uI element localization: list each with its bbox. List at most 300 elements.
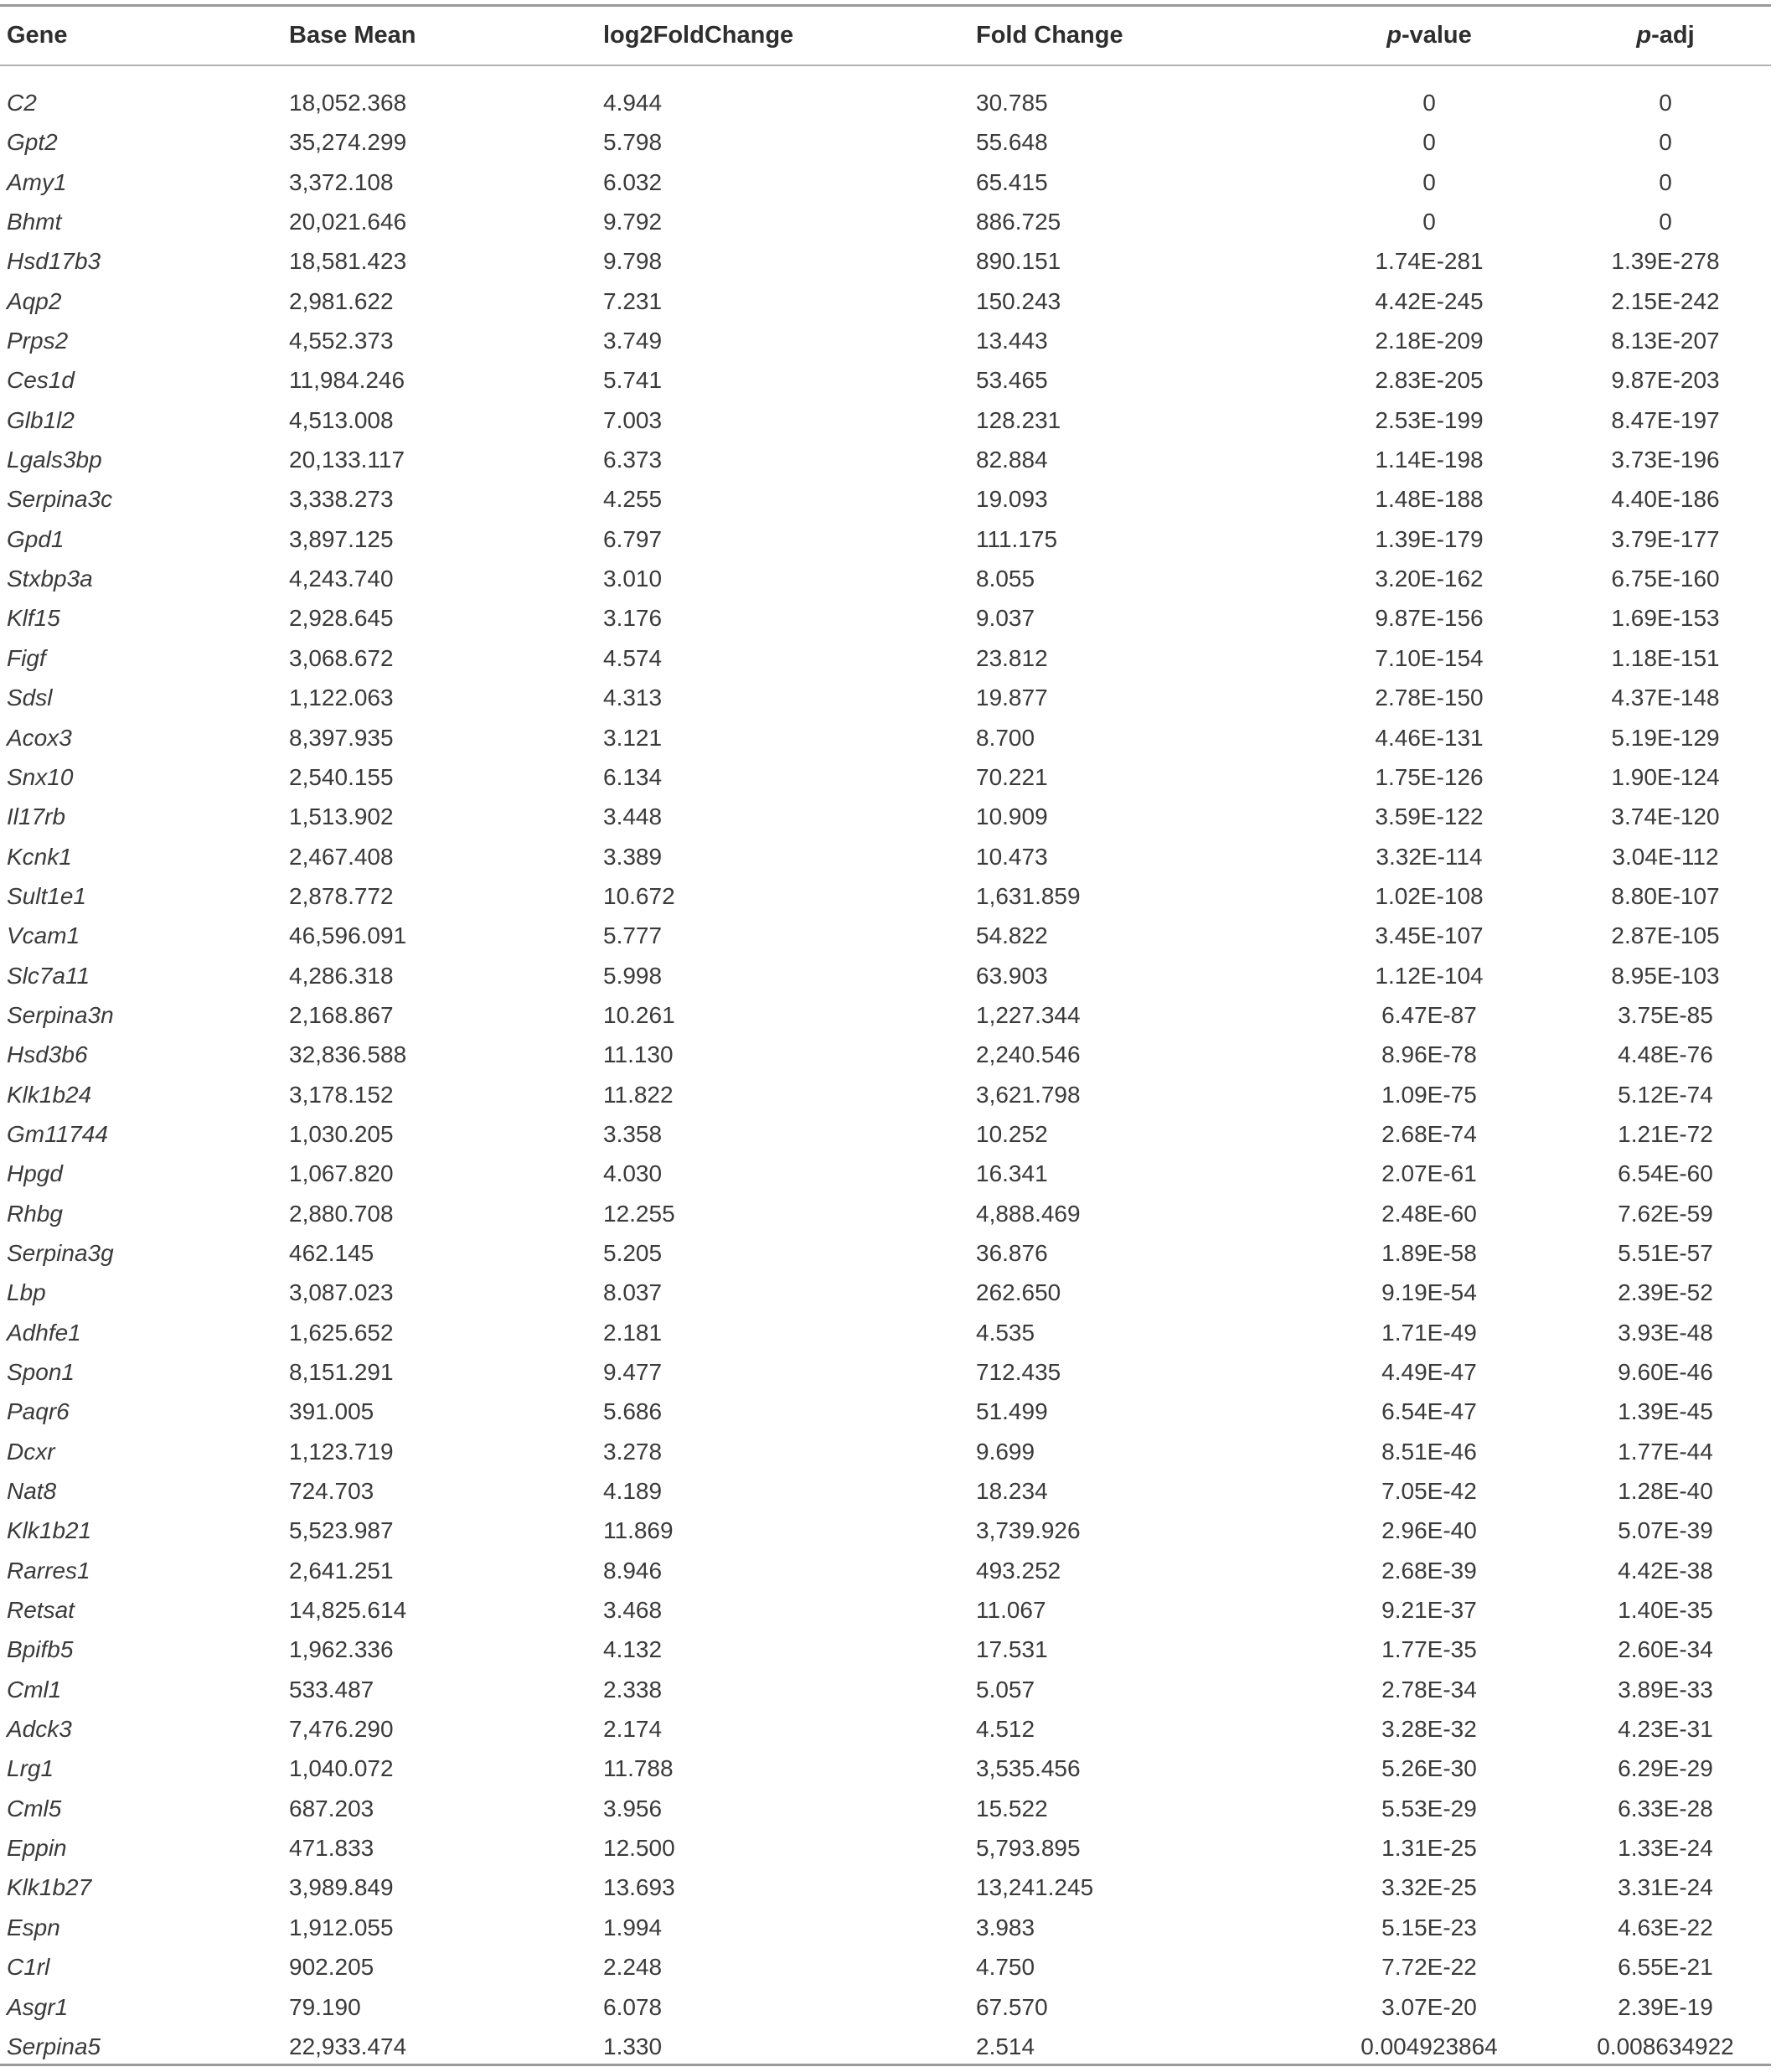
cell-p-value: 1.71E-49 [1381, 1319, 1477, 1346]
cell-base-mean: 1,030.205 [289, 1120, 394, 1147]
cell-fold-change: 2,240.546 [976, 1041, 1081, 1068]
cell-p-adj: 0 [1659, 209, 1672, 235]
cell-log2-fold-change: 4.944 [603, 90, 663, 116]
table-row [0, 638, 1771, 678]
gene-expression-table [0, 7, 1771, 2066]
cell-base-mean: 724.703 [289, 1478, 374, 1505]
cell-p-adj: 5.51E-57 [1618, 1239, 1713, 1266]
table-row [0, 321, 1771, 360]
cell-p-value: 1.14E-198 [1375, 447, 1484, 473]
cell-log2-fold-change: 11.822 [603, 1081, 674, 1108]
cell-fold-change: 11.067 [976, 1597, 1046, 1624]
cell-p-value: 0 [1422, 168, 1436, 195]
cell-p-adj: 1.28E-40 [1618, 1478, 1713, 1505]
cell-p-adj: 1.39E-45 [1618, 1398, 1713, 1425]
cell-p-value: 3.32E-114 [1376, 843, 1483, 870]
cell-p-adj: 1.21E-72 [1618, 1120, 1713, 1147]
cell-gene: Serpina3g [7, 1239, 114, 1266]
cell-base-mean: 20,133.117 [289, 447, 405, 473]
cell-base-mean: 20,021.646 [289, 209, 407, 235]
table-row [0, 1551, 1771, 1590]
cell-p-adj: 3.31E-24 [1618, 1874, 1713, 1901]
cell-base-mean: 35,274.299 [289, 129, 407, 156]
cell-log2-fold-change: 6.373 [603, 447, 663, 473]
cell-fold-change: 82.884 [976, 447, 1048, 473]
cell-base-mean: 8,151.291 [289, 1359, 394, 1385]
cell-fold-change: 17.531 [976, 1636, 1048, 1663]
cell-gene: Hpgd [7, 1160, 63, 1187]
cell-fold-change: 70.221 [976, 763, 1048, 790]
cell-p-value: 1.77E-35 [1381, 1636, 1477, 1663]
cell-base-mean: 4,552.373 [289, 328, 394, 354]
table-row [0, 1709, 1771, 1749]
cell-gene: Gm11744 [7, 1120, 108, 1147]
cell-gene: Rhbg [7, 1200, 63, 1227]
table-row [0, 1670, 1771, 1709]
cell-gene: Nat8 [7, 1478, 57, 1505]
cell-log2-fold-change: 3.121 [603, 724, 663, 751]
table-row [0, 956, 1771, 995]
cell-log2-fold-change: 6.134 [603, 763, 663, 790]
cell-fold-change: 1,227.344 [976, 1001, 1081, 1028]
cell-p-adj: 3.79E-177 [1611, 525, 1720, 552]
table-body [0, 65, 1771, 2066]
cell-gene: Bhmt [7, 209, 62, 235]
cell-gene: Ces1d [7, 367, 75, 394]
table-row [0, 876, 1771, 916]
cell-log2-fold-change: 12.500 [603, 1835, 675, 1862]
cell-p-value: 2.68E-39 [1381, 1557, 1477, 1584]
cell-base-mean: 1,625.652 [289, 1319, 394, 1346]
cell-log2-fold-change: 5.777 [603, 922, 663, 949]
table-row [0, 559, 1771, 598]
table-row [0, 479, 1771, 519]
cell-log2-fold-change: 3.176 [603, 605, 663, 632]
cell-base-mean: 5,523.987 [289, 1517, 394, 1544]
cell-base-mean: 1,123.719 [289, 1438, 394, 1465]
cell-p-value: 1.75E-126 [1375, 763, 1484, 790]
cell-fold-change: 3,621.798 [976, 1081, 1081, 1108]
table-row [0, 718, 1771, 757]
cell-base-mean: 22,933.474 [289, 2033, 407, 2059]
cell-gene: Figf [7, 644, 46, 671]
table-row [0, 678, 1771, 717]
cell-p-value: 1.02E-108 [1375, 882, 1484, 909]
table-row [0, 1352, 1771, 1392]
cell-gene: Serpina5 [7, 2033, 101, 2059]
cell-gene: Bpifb5 [7, 1636, 74, 1663]
cell-fold-change: 493.252 [976, 1557, 1061, 1584]
cell-base-mean: 3,989.849 [289, 1874, 394, 1901]
cell-fold-change: 886.725 [976, 209, 1061, 235]
cell-fold-change: 15.522 [976, 1795, 1048, 1821]
cell-p-adj: 4.37E-148 [1611, 685, 1720, 711]
cell-gene: Klf15 [7, 605, 60, 632]
cell-base-mean: 2,467.408 [289, 843, 394, 870]
cell-gene: Lbp [7, 1279, 46, 1306]
header-fold-change: Fold Change [976, 22, 1123, 49]
cell-base-mean: 2,880.708 [289, 1200, 394, 1227]
cell-gene: Acox3 [7, 724, 72, 751]
cell-log2-fold-change: 4.574 [603, 644, 663, 671]
cell-p-value: 2.48E-60 [1381, 1200, 1477, 1227]
table-row [0, 1114, 1771, 1154]
cell-p-adj: 8.13E-207 [1611, 328, 1720, 354]
cell-gene: Aqp2 [7, 287, 62, 314]
cell-p-adj: 4.23E-31 [1618, 1716, 1713, 1743]
cell-gene: Paqr6 [7, 1398, 70, 1425]
cell-log2-fold-change: 3.956 [603, 1795, 663, 1821]
cell-fold-change: 30.785 [976, 90, 1048, 116]
cell-fold-change: 16.341 [976, 1160, 1048, 1187]
cell-gene: Adhfe1 [7, 1319, 81, 1346]
cell-fold-change: 150.243 [976, 287, 1061, 314]
table-row [0, 440, 1771, 479]
table-row [0, 1868, 1771, 1907]
table-row [0, 1194, 1771, 1233]
cell-p-adj: 4.48E-76 [1618, 1041, 1713, 1068]
cell-fold-change: 10.252 [976, 1120, 1048, 1147]
cell-gene: Snx10 [7, 763, 74, 790]
cell-gene: Serpina3n [7, 1001, 114, 1028]
cell-p-value: 1.74E-281 [1375, 248, 1484, 275]
table-row [0, 241, 1771, 281]
cell-p-adj: 1.40E-35 [1618, 1597, 1713, 1624]
cell-p-value: 9.19E-54 [1381, 1279, 1477, 1306]
cell-base-mean: 46,596.091 [289, 922, 407, 949]
cell-base-mean: 902.205 [289, 1954, 374, 1981]
cell-base-mean: 3,178.152 [289, 1081, 394, 1108]
cell-p-value: 1.48E-188 [1375, 486, 1484, 513]
cell-p-adj: 1.33E-24 [1618, 1835, 1713, 1862]
cell-p-value: 8.96E-78 [1381, 1041, 1477, 1068]
cell-p-value: 2.78E-34 [1381, 1676, 1477, 1703]
cell-log2-fold-change: 4.030 [603, 1160, 663, 1187]
cell-p-value: 2.07E-61 [1381, 1160, 1477, 1187]
cell-gene: Cml5 [7, 1795, 62, 1821]
cell-p-adj: 0 [1659, 129, 1672, 156]
header-p-adj-italic: p [1636, 22, 1652, 49]
cell-gene: Vcam1 [7, 922, 80, 949]
table-row [0, 1789, 1771, 1828]
cell-log2-fold-change: 7.003 [603, 406, 663, 433]
cell-fold-change: 9.037 [976, 605, 1035, 632]
cell-fold-change: 51.499 [976, 1398, 1048, 1425]
cell-p-adj: 2.15E-242 [1611, 287, 1720, 314]
cell-p-adj: 8.47E-197 [1611, 406, 1720, 433]
table-row [0, 1749, 1771, 1788]
header-p-value-italic: p [1386, 22, 1402, 49]
cell-fold-change: 3,535.456 [976, 1755, 1081, 1782]
cell-base-mean: 18,581.423 [289, 248, 407, 275]
table-row [0, 1630, 1771, 1669]
cell-p-adj: 4.42E-38 [1618, 1557, 1713, 1584]
cell-p-adj: 1.77E-44 [1618, 1438, 1713, 1465]
cell-fold-change: 8.055 [976, 566, 1035, 592]
cell-p-adj: 1.18E-151 [1611, 644, 1720, 671]
cell-p-adj: 2.87E-105 [1611, 922, 1720, 949]
cell-gene: Stxbp3a [7, 566, 93, 592]
cell-p-value: 4.46E-131 [1375, 724, 1484, 751]
cell-base-mean: 3,338.273 [289, 486, 394, 513]
cell-log2-fold-change: 6.032 [603, 168, 663, 195]
cell-gene: Gpd1 [7, 525, 65, 552]
cell-p-adj: 6.75E-160 [1611, 566, 1720, 592]
cell-p-value: 3.32E-25 [1381, 1874, 1477, 1901]
cell-p-adj: 0.008634922 [1597, 2033, 1734, 2059]
cell-p-value: 1.12E-104 [1375, 962, 1484, 989]
cell-log2-fold-change: 4.189 [603, 1478, 663, 1505]
table-row [0, 1233, 1771, 1273]
cell-p-adj: 5.19E-129 [1611, 724, 1720, 751]
table-row [0, 1590, 1771, 1630]
table-row [0, 2027, 1771, 2066]
cell-gene: Cml1 [7, 1676, 62, 1703]
cell-fold-change: 65.415 [976, 168, 1048, 195]
table-header [0, 7, 1771, 65]
cell-gene: Spon1 [7, 1359, 75, 1385]
cell-gene: Slc7a11 [7, 962, 90, 989]
table-row [0, 1908, 1771, 1947]
cell-log2-fold-change: 11.788 [603, 1755, 674, 1782]
cell-base-mean: 391.005 [289, 1398, 374, 1425]
cell-p-value: 3.45E-107 [1375, 922, 1484, 949]
cell-p-value: 6.54E-47 [1381, 1398, 1477, 1425]
cell-p-value: 3.59E-122 [1375, 803, 1484, 830]
cell-log2-fold-change: 6.797 [603, 525, 663, 552]
table-row [0, 1273, 1771, 1312]
table-row [0, 1154, 1771, 1193]
header-p-value-rest: -value [1401, 22, 1472, 49]
cell-gene: Serpina3c [7, 486, 113, 513]
cell-p-value: 2.18E-209 [1375, 328, 1484, 354]
cell-gene: Amy1 [7, 168, 67, 195]
cell-gene: Asgr1 [7, 1993, 69, 2020]
cell-p-value: 1.09E-75 [1381, 1081, 1477, 1108]
cell-fold-change: 36.876 [976, 1239, 1048, 1266]
cell-fold-change: 111.175 [976, 525, 1058, 552]
cell-gene: Lgals3bp [7, 447, 102, 473]
cell-fold-change: 13,241.245 [976, 1874, 1094, 1901]
cell-fold-change: 10.909 [976, 803, 1048, 830]
cell-p-value: 1.31E-25 [1381, 1835, 1477, 1862]
table-row [0, 1035, 1771, 1074]
cell-p-adj: 1.90E-124 [1611, 763, 1720, 790]
cell-fold-change: 4.535 [976, 1319, 1035, 1346]
cell-log2-fold-change: 2.338 [603, 1676, 663, 1703]
cell-fold-change: 54.822 [976, 922, 1048, 949]
cell-p-value: 2.96E-40 [1381, 1517, 1477, 1544]
cell-log2-fold-change: 13.693 [603, 1874, 675, 1901]
cell-gene: Dcxr [7, 1438, 55, 1465]
cell-gene: Lrg1 [7, 1755, 54, 1782]
cell-p-value: 5.26E-30 [1381, 1755, 1477, 1782]
cell-fold-change: 3,739.926 [976, 1517, 1081, 1544]
cell-log2-fold-change: 11.869 [603, 1517, 674, 1544]
cell-log2-fold-change: 10.261 [603, 1001, 675, 1028]
cell-base-mean: 3,068.672 [289, 644, 394, 671]
cell-p-adj: 8.80E-107 [1611, 882, 1720, 909]
cell-p-adj: 7.62E-59 [1618, 1200, 1713, 1227]
cell-p-adj: 6.29E-29 [1618, 1755, 1713, 1782]
header-row [0, 7, 1771, 65]
header-p-value [1298, 7, 1560, 65]
cell-p-adj: 6.33E-28 [1618, 1795, 1713, 1821]
cell-p-value: 6.47E-87 [1381, 1001, 1477, 1028]
table-row [0, 1432, 1771, 1471]
cell-fold-change: 23.812 [976, 644, 1048, 671]
cell-base-mean: 4,243.740 [289, 566, 394, 592]
table-row [0, 1313, 1771, 1352]
cell-fold-change: 1,631.859 [976, 882, 1081, 909]
cell-base-mean: 14,825.614 [289, 1597, 407, 1624]
table-row [0, 1511, 1771, 1550]
cell-gene: Hsd17b3 [7, 248, 101, 275]
cell-log2-fold-change: 11.130 [603, 1041, 674, 1068]
cell-p-value: 0 [1422, 129, 1436, 156]
cell-base-mean: 533.487 [289, 1676, 374, 1703]
cell-log2-fold-change: 5.998 [603, 962, 663, 989]
cell-p-adj: 3.73E-196 [1611, 447, 1720, 473]
table-row [0, 1075, 1771, 1114]
table-row [0, 1987, 1771, 2027]
cell-p-value: 5.53E-29 [1381, 1795, 1477, 1821]
cell-p-adj: 0 [1659, 90, 1672, 116]
cell-p-value: 1.39E-179 [1375, 525, 1484, 552]
cell-p-adj: 6.55E-21 [1618, 1954, 1713, 1981]
cell-gene: C2 [7, 90, 37, 116]
cell-log2-fold-change: 2.248 [603, 1954, 663, 1981]
cell-fold-change: 8.700 [976, 724, 1035, 751]
table-row [0, 1471, 1771, 1511]
cell-base-mean: 11,984.246 [289, 367, 405, 394]
cell-log2-fold-change: 5.741 [603, 367, 663, 394]
cell-base-mean: 1,912.055 [289, 1914, 394, 1940]
header-base-mean: Base Mean [289, 22, 416, 49]
table-row [0, 837, 1771, 876]
cell-gene: Sdsl [7, 685, 53, 711]
cell-gene: Klk1b21 [7, 1517, 92, 1544]
cell-gene: Klk1b24 [7, 1081, 92, 1108]
cell-base-mean: 18,052.368 [289, 90, 407, 116]
cell-fold-change: 19.877 [976, 685, 1048, 711]
table-row [0, 202, 1771, 241]
cell-log2-fold-change: 8.946 [603, 1557, 663, 1584]
cell-p-adj: 2.39E-19 [1618, 1993, 1713, 2020]
table-row [0, 797, 1771, 836]
cell-gene: Prps2 [7, 328, 69, 354]
cell-p-value: 7.05E-42 [1381, 1478, 1477, 1505]
cell-base-mean: 1,513.902 [289, 803, 394, 830]
cell-gene: Retsat [7, 1597, 75, 1624]
cell-fold-change: 4,888.469 [976, 1200, 1081, 1227]
cell-log2-fold-change: 6.078 [603, 1993, 663, 2020]
cell-gene: Gpt2 [7, 129, 58, 156]
cell-p-value: 3.28E-32 [1381, 1716, 1477, 1743]
header-p-adj [1560, 7, 1771, 65]
cell-p-adj: 3.89E-33 [1618, 1676, 1713, 1703]
cell-p-value: 7.72E-22 [1381, 1954, 1477, 1981]
cell-fold-change: 3.983 [976, 1914, 1035, 1940]
table-row [0, 282, 1771, 321]
cell-p-adj: 0 [1659, 168, 1672, 195]
cell-log2-fold-change: 12.255 [603, 1200, 675, 1227]
cell-p-value: 5.15E-23 [1381, 1914, 1477, 1940]
cell-p-value: 3.07E-20 [1381, 1993, 1477, 2020]
cell-p-adj: 3.04E-112 [1612, 843, 1719, 870]
cell-p-adj: 8.95E-103 [1611, 962, 1720, 989]
cell-gene: Rarres1 [7, 1557, 90, 1584]
cell-gene: Eppin [7, 1835, 67, 1862]
cell-p-adj: 4.40E-186 [1611, 486, 1720, 513]
cell-log2-fold-change: 9.477 [603, 1359, 663, 1385]
cell-base-mean: 1,962.336 [289, 1636, 394, 1663]
cell-p-adj: 2.39E-52 [1618, 1279, 1713, 1306]
cell-p-adj: 1.39E-278 [1611, 248, 1720, 275]
cell-p-adj: 5.12E-74 [1618, 1081, 1713, 1108]
table-row [0, 1392, 1771, 1431]
table-row [0, 1947, 1771, 1987]
cell-log2-fold-change: 3.278 [603, 1438, 663, 1465]
cell-log2-fold-change: 9.792 [603, 209, 663, 235]
table-row [0, 1828, 1771, 1868]
cell-fold-change: 55.648 [976, 129, 1048, 156]
cell-base-mean: 3,372.108 [289, 168, 394, 195]
cell-log2-fold-change: 2.174 [603, 1716, 663, 1743]
cell-gene: Adck3 [7, 1716, 72, 1743]
table-row [0, 163, 1771, 202]
cell-fold-change: 10.473 [976, 843, 1048, 870]
cell-base-mean: 2,928.645 [289, 605, 394, 632]
cell-p-value: 2.68E-74 [1381, 1120, 1477, 1147]
cell-base-mean: 4,286.318 [289, 962, 394, 989]
cell-fold-change: 5,793.895 [976, 1835, 1081, 1862]
table-row [0, 757, 1771, 797]
header-p-adj-rest: -adj [1651, 22, 1695, 49]
cell-p-adj: 2.60E-34 [1618, 1636, 1713, 1663]
cell-base-mean: 3,897.125 [289, 525, 394, 552]
cell-p-value: 2.53E-199 [1375, 406, 1484, 433]
cell-gene: C1rl [7, 1954, 50, 1981]
cell-log2-fold-change: 4.132 [603, 1636, 663, 1663]
table-row [0, 65, 1771, 122]
cell-fold-change: 712.435 [976, 1359, 1061, 1385]
cell-fold-change: 13.443 [976, 328, 1048, 354]
cell-log2-fold-change: 3.389 [603, 843, 663, 870]
cell-base-mean: 462.145 [289, 1239, 374, 1266]
table-row [0, 122, 1771, 162]
cell-base-mean: 32,836.588 [289, 1041, 407, 1068]
cell-log2-fold-change: 4.255 [603, 486, 663, 513]
header-gene: Gene [7, 22, 68, 49]
cell-fold-change: 53.465 [976, 367, 1048, 394]
cell-log2-fold-change: 4.313 [603, 685, 663, 711]
cell-p-adj: 1.69E-153 [1611, 605, 1720, 632]
cell-base-mean: 1,040.072 [289, 1755, 394, 1782]
cell-log2-fold-change: 5.798 [603, 129, 663, 156]
cell-fold-change: 63.903 [976, 962, 1048, 989]
cell-gene: Il17rb [7, 803, 66, 830]
table-row [0, 916, 1771, 955]
cell-log2-fold-change: 3.358 [603, 1120, 663, 1147]
cell-p-value: 8.51E-46 [1381, 1438, 1477, 1465]
cell-base-mean: 687.203 [289, 1795, 374, 1821]
cell-log2-fold-change: 1.330 [603, 2033, 663, 2059]
table-row [0, 598, 1771, 638]
cell-base-mean: 3,087.023 [289, 1279, 394, 1306]
table-row [0, 400, 1771, 440]
cell-gene: Klk1b27 [7, 1874, 92, 1901]
